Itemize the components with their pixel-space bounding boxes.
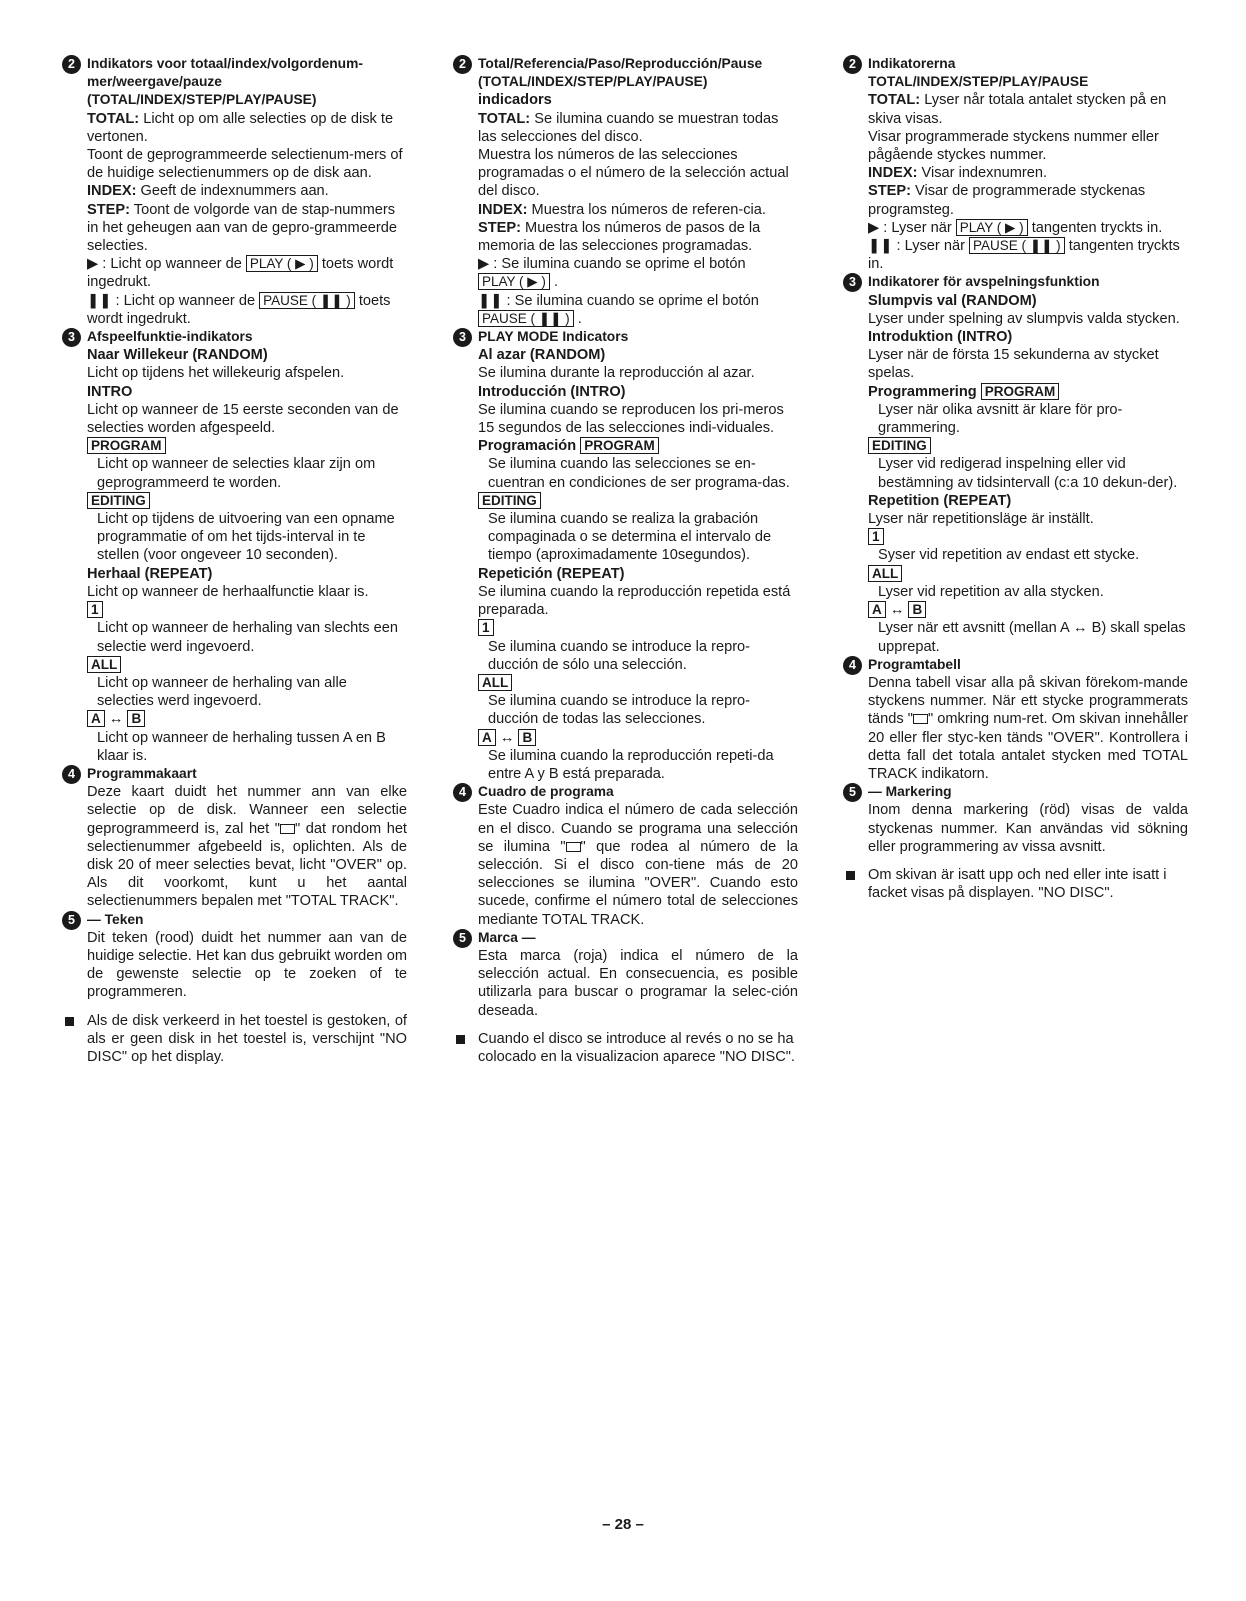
nl-ab-text: Licht op wanneer de herhaling tussen A en B klaar is. — [97, 729, 386, 764]
sv-s4-text-a: Denna tabell visar alla på skivan förekom-mande styckens nummer. När ett stycke programmerats tänds " — [868, 674, 1188, 728]
sv-s5-title: — Markering — [868, 784, 952, 800]
nl-s2-title: Indikators voor totaal/index/volgordenum-mer/weergave/pauze — [87, 56, 363, 90]
nl-total-label: TOTAL: — [87, 110, 140, 127]
es-index-text: Muestra los números de referen-cia. — [531, 201, 766, 218]
sv-intro-label: Introduktion (INTRO) — [868, 329, 1013, 346]
nl-s3-title: Afspeelfunktie-indikators — [87, 329, 253, 345]
sv-s2-title: Indikatorerna — [868, 56, 956, 71]
nl-one-text: Licht op wanneer de herhaling van slechts een selectie werd ingevoerd. — [97, 620, 398, 655]
nl-section-4 — [62, 765, 407, 911]
editing-key-box: EDITING — [478, 492, 541, 509]
nl-pause-text: : Licht op wanneer de — [115, 292, 256, 309]
nl-intro-label: INTRO — [87, 383, 133, 400]
sv-all-text: Lyser vid repetition av alla stycken. — [878, 583, 1104, 600]
nl-index-text: Geeft de indexnummers aan. — [140, 183, 329, 200]
es-section-5 — [453, 929, 798, 1020]
es-total-text: Se ilumina cuando se muestran todas las selecciones del disco. — [478, 110, 779, 145]
bullet-square-icon — [846, 871, 855, 880]
section-number-badge: 3 — [62, 328, 81, 347]
program-key-box: PROGRAM — [981, 383, 1060, 400]
nl-note-text: Als de disk verkeerd in het toestel is gestoken, of als er geen disk in het toestel is, verschijnt "NO DISC" op het display. — [87, 1012, 407, 1065]
play-icon: ▶ — [478, 256, 490, 273]
program-ring-icon — [913, 714, 928, 724]
nl-intro-text: Licht op wanneer de 15 eerste seconden van de selecties worden afgespeeld. — [87, 401, 399, 437]
section-number-badge: 4 — [453, 783, 472, 802]
es-note — [453, 1030, 798, 1066]
es-ab-text: Se ilumina cuando la reproducción repeti-da entre A y B está preparada. — [488, 747, 774, 782]
repeat-one-key-box: 1 — [478, 619, 494, 636]
sv-index-text: Visar indexnumren. — [921, 165, 1047, 182]
nl-play-text: : Licht op wanneer de — [102, 256, 242, 273]
nl-section-5 — [62, 911, 407, 1002]
nl-pause-text2: toets wordt ingedrukt. — [87, 292, 391, 327]
section-number-badge: 4 — [62, 765, 81, 784]
a-key-box: A — [478, 729, 496, 746]
bullet-square-icon — [456, 1035, 465, 1044]
program-ring-icon — [566, 842, 581, 852]
sv-total-label: TOTAL: — [868, 92, 921, 109]
sv-pause-text: : Lyser när — [896, 238, 965, 255]
es-s2-subtitle: (TOTAL/INDEX/STEP/PLAY/PAUSE) — [478, 74, 708, 90]
sv-repeat-label: Repetition (REPEAT) — [868, 492, 1012, 509]
section-number-badge: 2 — [62, 55, 81, 74]
sv-total-text2: Visar programmerade styckens nummer eller pågående styckes nummer. — [868, 128, 1159, 164]
repeat-one-key-box: 1 — [868, 528, 884, 545]
column-spanish — [453, 55, 798, 1066]
es-all-text: Se ilumina cuando se introduce la repro-ducción de todas las selecciones. — [488, 693, 751, 728]
nl-s4-text-a: Deze kaart duidt het nummer ann van elke selectie op de disk. Wanneer een selectie geprogrammeerd is, zal het " — [87, 784, 407, 837]
nl-program-text: Licht op wanneer de selecties klaar zijn om geprogrammeerd te worden. — [97, 456, 376, 491]
es-s2-subtitle2: indicadors — [478, 92, 552, 109]
pause-key-box: PAUSE ( ❚❚ ) — [969, 237, 1065, 254]
sv-section-3 — [843, 273, 1188, 655]
es-section-3 — [453, 328, 798, 783]
es-one-text: Se ilumina cuando se introduce la repro-ducción de sólo una selección. — [488, 638, 751, 673]
sv-play-text: : Lyser när — [883, 219, 952, 236]
sv-section-5 — [843, 783, 1188, 856]
b-key-box: B — [127, 710, 145, 727]
pause-key-box: PAUSE ( ❚❚ ) — [478, 310, 574, 327]
es-intro-text: Se ilumina cuando se reproducen los pri-meros 15 segundos de las selecciones indi-viduales. — [478, 401, 784, 437]
sv-note — [843, 866, 1188, 902]
es-step-label: STEP: — [478, 219, 521, 236]
es-program-label: Programación — [478, 438, 577, 455]
column-dutch — [62, 55, 407, 1066]
page-number: – 28 – — [602, 1516, 644, 1533]
section-number-badge: 4 — [843, 656, 862, 675]
sv-step-label: STEP: — [868, 183, 911, 200]
ab-arrow-icon: ↔ — [108, 711, 124, 728]
sv-s3-title: Indikatorer för avspelningsfunktion — [868, 274, 1100, 290]
sv-repeat-text: Lyser när repetitionsläge är inställt. — [868, 511, 1094, 528]
repeat-all-key-box: ALL — [868, 565, 902, 582]
nl-index-label: INDEX: — [87, 183, 137, 200]
play-icon: ▶ — [868, 219, 880, 236]
sv-pause-text2: tangenten tryckts in. — [868, 238, 1180, 273]
nl-section-2 — [62, 55, 407, 328]
nl-s5-title: — Teken — [87, 911, 144, 927]
play-key-box: PLAY ( ▶ ) — [956, 219, 1028, 236]
sv-note-text: Om skivan är isatt upp och ned eller inte isatt i facket visas på displayen. "NO DISC". — [868, 866, 1167, 902]
nl-s4-title: Programmakaart — [87, 765, 197, 781]
nl-play-text2: toets wordt ingedrukt. — [87, 256, 394, 291]
a-key-box: A — [87, 710, 105, 727]
sv-play-text2: tangenten tryckts in. — [1031, 219, 1163, 236]
es-section-2 — [453, 55, 798, 328]
es-section-4 — [453, 783, 798, 929]
es-total-text2: Muestra los números de las selecciones programadas o el número de la selección actual del disco. — [478, 147, 789, 200]
sv-random-label: Slumpvis val (RANDOM) — [868, 292, 1037, 309]
b-key-box: B — [518, 729, 536, 746]
nl-all-text: Licht op wanneer de herhaling van alle selecties werd ingevoerd. — [97, 674, 347, 710]
es-random-text: Se ilumina durante la reproducción al azar. — [478, 365, 755, 382]
nl-step-label: STEP: — [87, 201, 130, 218]
nl-repeat-text: Licht op wanneer de herhaalfunctie klaar is. — [87, 583, 369, 600]
es-index-label: INDEX: — [478, 201, 528, 218]
es-play-end: . — [553, 274, 559, 291]
es-s4-title: Cuadro de programa — [478, 784, 614, 800]
es-editing-text: Se ilumina cuando se realiza la grabación compaginada o se determina el intervalo de tiempo (aproximadamente 10segundos). — [488, 511, 772, 564]
play-key-box: PLAY ( ▶ ) — [246, 255, 318, 272]
sv-intro-text: Lyser när de första 15 sekunderna av stycket spelas. — [868, 347, 1159, 382]
sv-section-2 — [843, 55, 1188, 273]
section-number-badge: 5 — [453, 929, 472, 948]
es-repeat-text: Se ilumina cuando la reproducción repetida está preparada. — [478, 583, 791, 619]
repeat-all-key-box: ALL — [478, 674, 512, 691]
section-number-badge: 2 — [453, 55, 472, 74]
es-total-label: TOTAL: — [478, 110, 531, 127]
sv-total-text: Lyser når totala antalet stycken på en skiva visas. — [868, 92, 1167, 127]
sv-editing-text: Lyser vid redigerad inspelning eller vid bestämning av tidsintervall (c:a 10 dekun-der). — [878, 456, 1178, 491]
nl-step-text: Toont de volgorde van de stap-nummers in het geheugen aan van de gepro-grammeerde selecties. — [87, 201, 397, 255]
es-s2-title: Total/Referencia/Paso/Reproducción/Pause — [478, 56, 763, 71]
es-s3-title: PLAY MODE Indicators — [478, 329, 629, 345]
program-key-box: PROGRAM — [580, 437, 659, 454]
es-s4-text-b: " que rodea al número de la selección. Si el disco con-tiene más de 20 selecciones se ilumina "OVER". Cuando esto sucede, confirme el número total de selecciones mediante TOTAL TRACK. — [478, 838, 798, 928]
nl-s4-text-b: " dat rondom het selectienummer afgebeeld is, oplichten. Als de disk 20 of meer selecties bevat, licht "OVER" op. Als dit voorkomt, kunt u het aantal selectienummers bepalen met "TOTAL TRACK". — [87, 820, 407, 910]
program-ring-icon — [280, 824, 295, 834]
es-play-text: : Se ilumina cuando se oprime el botón — [493, 256, 746, 273]
pause-key-box: PAUSE ( ❚❚ ) — [259, 292, 355, 309]
editing-key-box: EDITING — [87, 492, 150, 509]
es-s5-text: Esta marca (roja) indica el número de la selección actual. En consecuencia, es posible utilizarla para buscar o programar la selec-ción deseada. — [478, 947, 798, 1019]
ab-arrow-icon: ↔ — [499, 729, 515, 746]
es-program-text: Se ilumina cuando las selecciones se en-cuentran en condiciones de ser programa-das. — [488, 456, 790, 491]
section-number-badge: 3 — [453, 328, 472, 347]
sv-section-4 — [843, 656, 1188, 783]
ab-arrow-icon: ↔ — [889, 602, 905, 619]
repeat-all-key-box: ALL — [87, 656, 121, 673]
sv-s5-text: Inom denna markering (röd) visas de valda styckenas nummer. Kan användas vid sökning eller programmering av vissa avsnitt. — [868, 802, 1188, 855]
es-step-text: Muestra los números de pasos de la memoria de las selecciones programadas. — [478, 219, 761, 255]
nl-section-3 — [62, 328, 407, 765]
section-number-badge: 2 — [843, 55, 862, 74]
es-pause-end: . — [577, 310, 582, 327]
section-number-badge: 5 — [62, 911, 81, 930]
sv-step-text: Visar de programmerade styckenas programsteg. — [868, 183, 1146, 218]
sv-one-text: Syser vid repetition av endast ett stycke. — [878, 547, 1140, 564]
nl-s5-text: Dit teken (rood) duidt het nummer aan van de huidige selectie. Het kan dus gebruikt worden om de gewenste selectie op te zoeken of te programmeren. — [87, 929, 407, 1001]
editing-key-box: EDITING — [868, 437, 931, 454]
es-random-label: Al azar (RANDOM) — [478, 347, 606, 364]
column-swedish — [843, 55, 1188, 902]
es-s4-text-a: Este Cuadro indica el número de cada selección en el disco. Cuando se programa una selección se ilumina " — [478, 802, 798, 855]
nl-random-text: Licht op tijdens het willekeurig afspelen. — [87, 365, 345, 382]
sv-s4-title: Programtabell — [868, 656, 961, 672]
bullet-square-icon — [65, 1017, 74, 1026]
sv-program-text: Lyser när olika avsnitt är klare för pro-grammering. — [878, 401, 1123, 437]
program-key-box: PROGRAM — [87, 437, 166, 454]
pause-icon: ❚❚ — [868, 238, 893, 255]
nl-random-label: Naar Willekeur (RANDOM) — [87, 347, 268, 364]
section-number-badge: 5 — [843, 783, 862, 802]
nl-note — [62, 1012, 407, 1067]
sv-ab-text: Lyser när ett avsnitt (mellan A ↔ B) skall spelas upprepat. — [878, 620, 1186, 655]
es-repeat-label: Repetición (REPEAT) — [478, 565, 625, 582]
nl-total-text2: Toont de geprogrammeerde selectienum-mers of de huidige selectienummers op de disk aan. — [87, 147, 403, 182]
sv-program-label: Programmering — [868, 383, 977, 400]
es-pause-text: : Se ilumina cuando se oprime el botón — [506, 292, 759, 309]
play-icon: ▶ — [87, 256, 99, 273]
b-key-box: B — [908, 601, 926, 618]
sv-s2-subtitle: TOTAL/INDEX/STEP/PLAY/PAUSE — [868, 74, 1089, 90]
pause-icon: ❚❚ — [87, 292, 112, 309]
section-number-badge: 3 — [843, 273, 862, 292]
a-key-box: A — [868, 601, 886, 618]
nl-repeat-label: Herhaal (REPEAT) — [87, 565, 213, 582]
repeat-one-key-box: 1 — [87, 601, 103, 618]
nl-editing-text: Licht op tijdens de uitvoering van een opname programmatie of om het tijds-interval in te stellen (voor ongeveer 10 seconden). — [97, 511, 395, 564]
sv-s4-text-b: " omkring num-ret. Om skivan innehåller 20 eller fler styc-ken tänds "OVER". Kontrollera i detta fall det totala antalet stycken med TOTAL TRACK indikatorn. — [868, 711, 1189, 782]
play-key-box: PLAY ( ▶ ) — [478, 273, 550, 290]
pause-icon: ❚❚ — [478, 292, 503, 309]
es-intro-label: Introducción (INTRO) — [478, 383, 626, 400]
es-s5-title: Marca — — [478, 929, 536, 945]
es-note-text: Cuando el disco se introduce al revés o no se ha colocado en la visualizacion aparece "NO DISC". — [478, 1030, 795, 1065]
nl-total-text: Licht op om alle selecties op de disk te vertonen. — [87, 110, 394, 145]
sv-index-label: INDEX: — [868, 165, 918, 182]
nl-s2-subtitle: (TOTAL/INDEX/STEP/PLAY/PAUSE) — [87, 92, 317, 108]
sv-random-text: Lyser under spelning av slumpvis valda stycken. — [868, 310, 1180, 327]
